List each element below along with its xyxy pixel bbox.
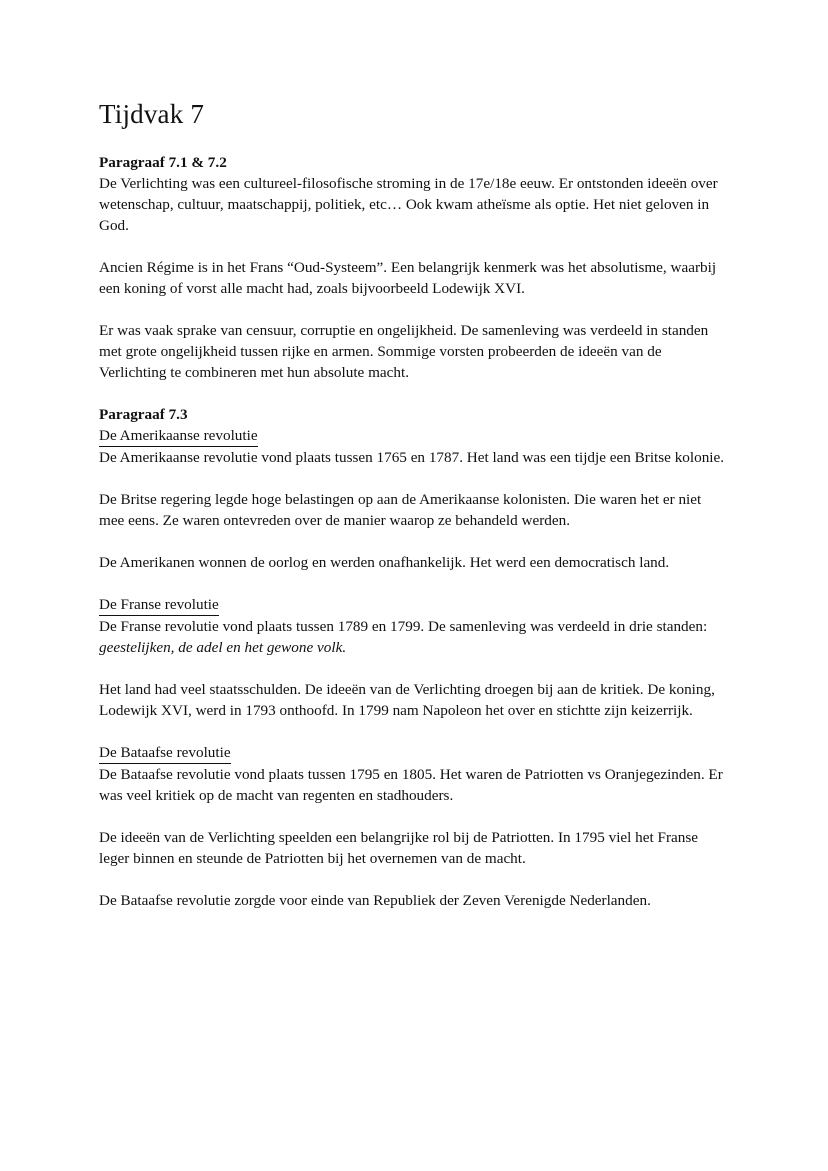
paragraph-franse-2: Het land had veel staatsschulden. De ideeën van de Verlichting droegen bij aan de kritiek. De koning, Lodewijk XVI, werd in 1793 onthoofd. In 1799 nam Napoleon het over en stichtte zijn keizerrijk.: [99, 681, 715, 720]
document-body: [99, 99, 729, 911]
paragraph-censuur: Er was vaak sprake van censuur, corruptie en ongelijkheid. De samenleving was verdeeld in standen met grote ongelijkheid tussen rijke en armen. Sommige vorsten probeerden de ideeën van de Verlichting te combineren met hun absolute macht.: [99, 322, 709, 382]
paragraph-spacer: [99, 383, 729, 404]
paragraph-bataafse-1: De Bataafse revolutie vond plaats tussen 1795 en 1805. Het waren de Patriotten vs Oranjegezinden. Er was veel kritiek op de macht van regenten en stadhouders.: [99, 766, 723, 805]
paragraph-amerikaanse-2: De Britse regering legde hoge belastingen op aan de Amerikaanse kolonisten. Die waren het er niet mee eens. Ze waren ontevreden over de manier waarop ze behandeld werden.: [99, 491, 702, 530]
paragraph-spacer: [99, 299, 729, 320]
section-heading-paragraaf-73: Paragraaf 7.3: [99, 406, 188, 424]
paragraph-spacer: [99, 658, 729, 679]
paragraph-spacer: [99, 806, 729, 827]
page-title: Tijdvak 7: [99, 99, 205, 129]
paragraph-amerikaanse-1: De Amerikaanse revolutie vond plaats tussen 1765 en 1787. Het land was een tijdje een Britse kolonie.: [99, 449, 725, 467]
sub-heading-franse-revolutie: De Franse revolutie: [99, 594, 219, 616]
paragraph-spacer: [99, 236, 729, 257]
paragraph-bataafse-3: De Bataafse revolutie zorgde voor einde van Republiek der Zeven Verenigde Nederlanden.: [99, 892, 651, 910]
sub-heading-wrapper-amerikaanse: [99, 425, 729, 447]
sub-heading-wrapper-bataafse: [99, 742, 729, 764]
sub-heading-bataafse-revolutie: De Bataafse revolutie: [99, 742, 231, 764]
paragraph-amerikaanse-3: De Amerikanen wonnen de oorlog en werden onafhankelijk. Het werd een democratisch land.: [99, 554, 670, 572]
paragraph-ancien-regime: Ancien Régime is in het Frans “Oud-Systeem”. Een belangrijk kenmerk was het absolutisme, waarbij een koning of vorst alle macht had, zoals bijvoorbeeld Lodewijk XVI.: [99, 259, 717, 298]
paragraph-bataafse-2: De ideeën van de Verlichting speelden een belangrijke rol bij de Patriotten. In 1795 viel het Franse leger binnen en steunde de Patriotten bij het overnemen van de macht.: [99, 829, 699, 868]
paragraph-franse-1-lead: De Franse revolutie vond plaats tussen 1789 en 1799. De samenleving was verdeeld in drie standen:: [99, 618, 708, 636]
section-heading-paragraaf-71-72: Paragraaf 7.1 & 7.2: [99, 154, 227, 172]
paragraph-spacer: [99, 468, 729, 489]
paragraph-spacer: [99, 573, 729, 594]
sub-heading-amerikaanse-revolutie: De Amerikaanse revolutie: [99, 425, 258, 447]
paragraph-spacer: [99, 721, 729, 742]
sub-heading-wrapper-franse: [99, 594, 729, 616]
paragraph-franse-1-emphasis: geestelijken, de adel en het gewone volk.: [99, 639, 347, 657]
paragraph-spacer: [99, 869, 729, 890]
paragraph-franse-1: [99, 616, 729, 658]
paragraph-spacer: [99, 531, 729, 552]
paragraph-verlichting: De Verlichting was een cultureel-filosofische stroming in de 17e/18e eeuw. Er ontstonden ideeën over wetenschap, cultuur, maatschappij, politiek, etc… Ook kwam atheïsme als optie. Het niet geloven in God.: [99, 175, 718, 235]
